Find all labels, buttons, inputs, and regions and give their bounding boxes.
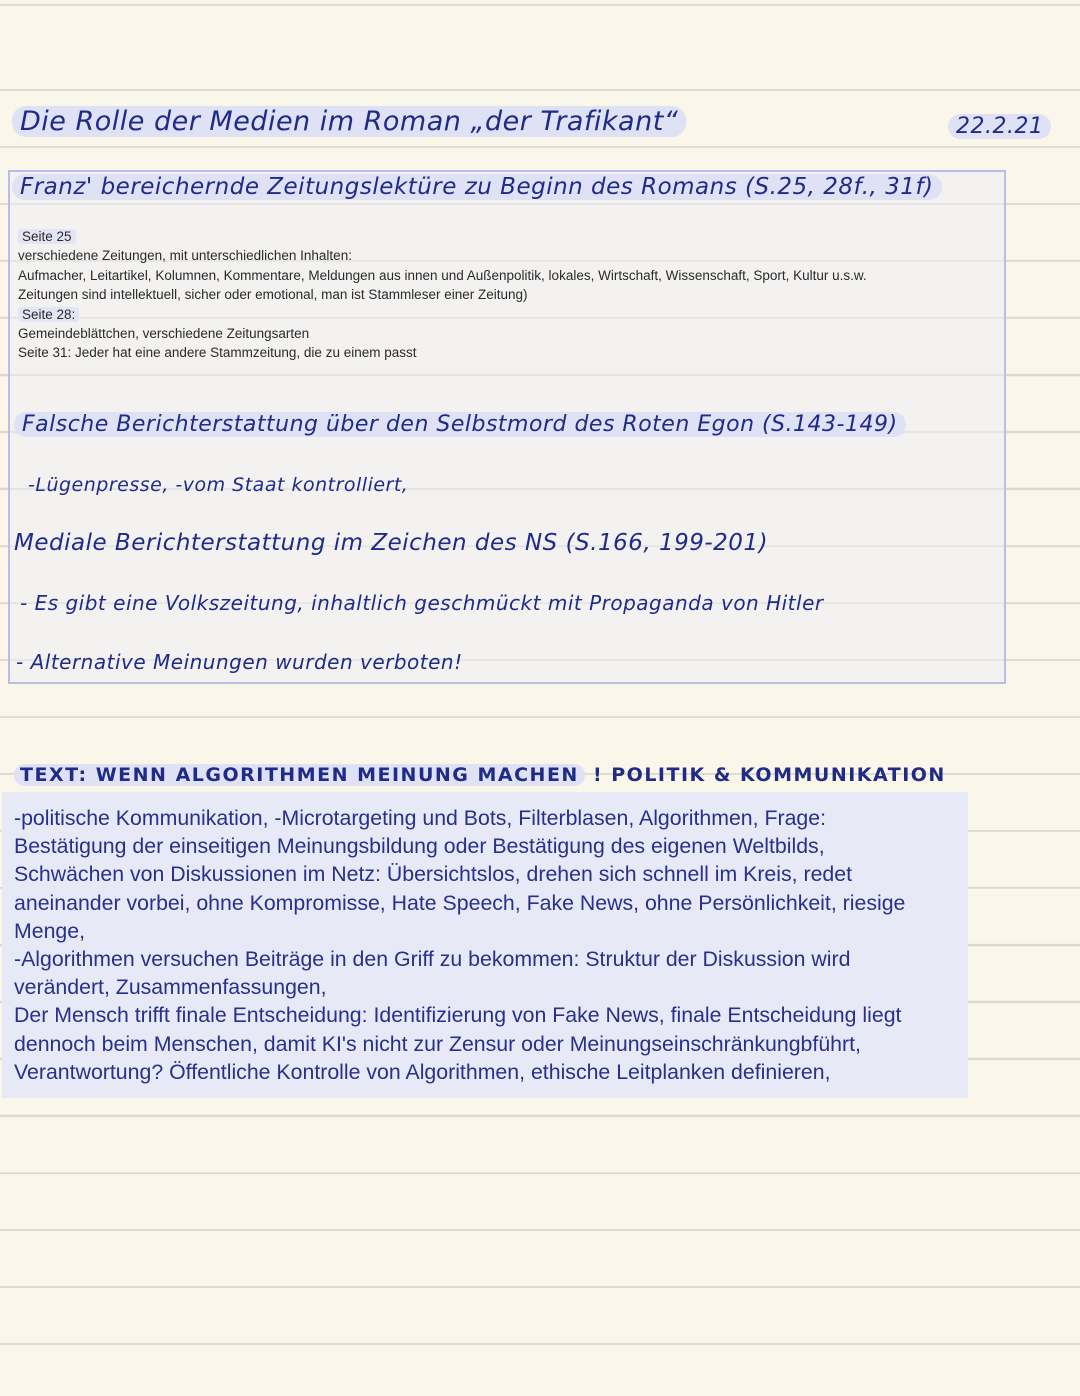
heading-franz-zeitungslektuere: Franz' bereichernde Zeitungslektüre zu Beginn des Romans (S.25, 28f., 31f) — [12, 174, 942, 200]
note-line: Seite 25 — [18, 227, 993, 246]
summary-line: -politische Kommunikation, -Microtargeting und Bots, Filterblasen, Algorithmen, Frage: — [14, 806, 827, 830]
summary-line: Bestätigung der einseitigen Meinungsbildung oder Bestätigung des eigenen Weltbilds, — [14, 834, 825, 859]
printed-notes — [18, 227, 993, 363]
text-heading-main: TEXT: WENN ALGORITHMEN MEINUNG MACHEN — [14, 764, 585, 786]
note-line: Zeitungen sind intellektuell, sicher oder emotional, man ist Stammleser einer Zeitung) — [18, 287, 528, 303]
summary-line: dennoch beim Menschen, damit KI's nicht zur Zensur oder Meinungseinschränkungbführt, — [14, 1031, 861, 1056]
summary-line: aneinander vorbei, ohne Kompromisse, Hate Speech, Fake News, ohne Persönlichkeit, riesige — [14, 890, 906, 915]
text-heading — [14, 764, 946, 786]
text-summary — [14, 804, 964, 1086]
heading-falsche-berichterstattung: Falsche Berichterstattung über den Selbstmord des Roten Egon (S.143-149) — [14, 412, 906, 437]
note-line: Seite 31: Jeder hat eine andere Stammzeitung, die zu einem passt — [18, 345, 417, 361]
heading-mediale-berichterstattung: Mediale Berichterstattung im Zeichen des NS (S.166, 199-201) — [14, 530, 769, 556]
note-line: verschiedene Zeitungen, mit unterschiedlichen Inhalten: — [18, 248, 352, 264]
summary-line: verändert, Zusammenfassungen, — [14, 975, 327, 1000]
note-line: Aufmacher, Leitartikel, Kolumnen, Kommentare, Meldungen aus innen und Außenpolitik, lokales, Wirtschaft, Wissenschaft, Sport, Kultur u.s.w. — [18, 267, 867, 283]
bullet-alternative-meinungen: - Alternative Meinungen wurden verboten! — [16, 650, 463, 674]
summary-line: Menge, — [14, 918, 86, 943]
note-line: Seite 28: — [18, 305, 993, 324]
summary-line: Der Mensch trifft finale Entscheidung: Identifizierung von Fake News, finale Entscheidung liegt — [14, 1003, 902, 1028]
note-line: Gemeindeblättchen, verschiedene Zeitungsarten — [18, 326, 310, 342]
summary-line: Schwächen von Diskussionen im Netz: Übersichtslos, drehen sich schnell im Kreis, redet — [14, 862, 853, 887]
bullet-volkszeitung: - Es gibt eine Volkszeitung, inhaltlich geschmückt mit Propaganda von Hitler — [20, 591, 824, 615]
page-date: 22.2.21 — [948, 114, 1051, 139]
page-title: Die Rolle der Medien im Roman „der Trafikant“ — [12, 106, 686, 137]
summary-line: Verantwortung? Öffentliche Kontrolle von Algorithmen, ethische Leitplanken definieren, — [14, 1059, 831, 1084]
summary-line: -Algorithmen versuchen Beiträge in den Griff zu bekommen: Struktur der Diskussion wird — [14, 947, 851, 972]
text-heading-sub: ! POLITIK & KOMMUNIKATION — [592, 764, 946, 786]
bullet-luegenpresse: -Lügenpresse, -vom Staat kontrolliert, — [28, 474, 409, 496]
